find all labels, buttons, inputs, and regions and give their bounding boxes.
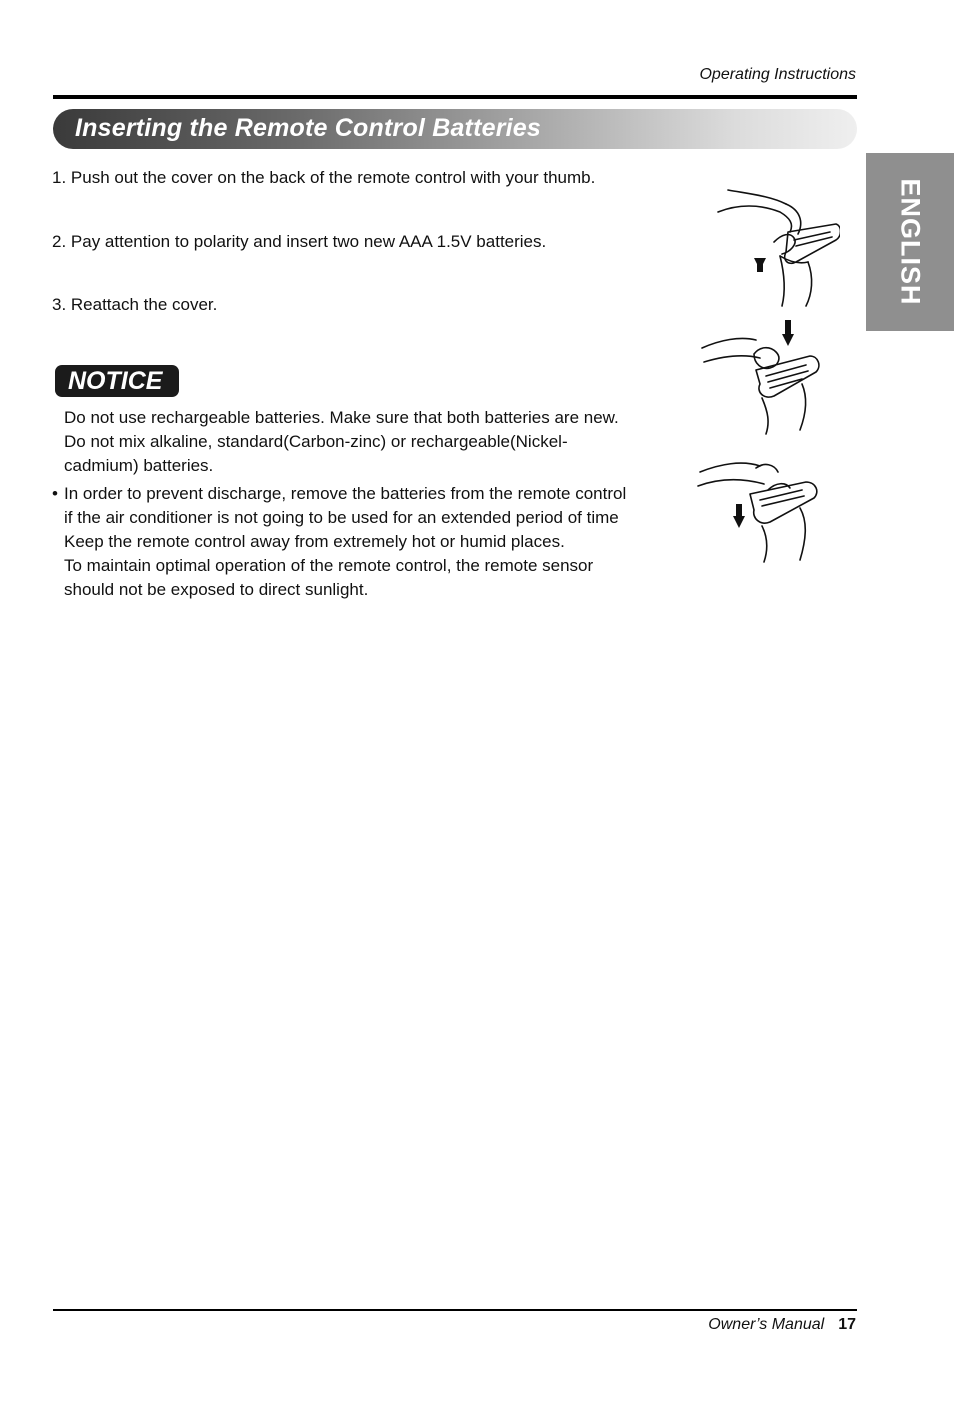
bullet-line: if the air conditioner is not going to be used for an extended period of time bbox=[64, 508, 619, 527]
notice-line: Do not use rechargeable batteries. Make sure that both batteries are new. bbox=[64, 408, 619, 427]
footer bbox=[708, 1316, 856, 1334]
step-2: 2. Pay attention to polarity and insert two new AAA 1.5V batteries. bbox=[52, 232, 547, 251]
section-title: Inserting the Remote Control Batteries bbox=[75, 114, 541, 142]
notice-paragraph bbox=[64, 406, 674, 478]
language-tab-label: ENGLISH bbox=[895, 178, 926, 306]
step-1: 1. Push out the cover on the back of the remote control with your thumb. bbox=[52, 168, 596, 187]
footer-manual-label: Owner’s Manual bbox=[708, 1316, 825, 1333]
header-rule bbox=[53, 95, 857, 99]
bullet-line: To maintain optimal operation of the remote control, the remote sensor bbox=[64, 556, 594, 575]
footer-rule bbox=[53, 1309, 857, 1311]
remove-cover-illustration bbox=[690, 182, 840, 310]
running-header: Operating Instructions bbox=[699, 66, 856, 83]
bullet-line: In order to prevent discharge, remove the batteries from the remote control bbox=[64, 484, 627, 503]
notice-badge-label: NOTICE bbox=[68, 367, 163, 395]
notice-badge bbox=[55, 365, 179, 397]
bullet-line: Keep the remote control away from extremely hot or humid places. bbox=[64, 532, 565, 551]
language-tab bbox=[866, 153, 954, 331]
bullet-icon: • bbox=[52, 484, 58, 503]
reattach-cover-illustration bbox=[690, 442, 840, 566]
notice-bullet bbox=[52, 482, 674, 602]
notice-line: cadmium) batteries. bbox=[64, 456, 214, 475]
step-3: 3. Reattach the cover. bbox=[52, 295, 218, 314]
insert-batteries-illustration bbox=[690, 318, 840, 436]
notice-line: Do not mix alkaline, standard(Carbon-zinc) or rechargeable(Nickel- bbox=[64, 432, 568, 451]
section-title-bar bbox=[53, 109, 857, 149]
page-number: 17 bbox=[838, 1316, 856, 1333]
bullet-line: should not be exposed to direct sunlight. bbox=[64, 580, 369, 599]
